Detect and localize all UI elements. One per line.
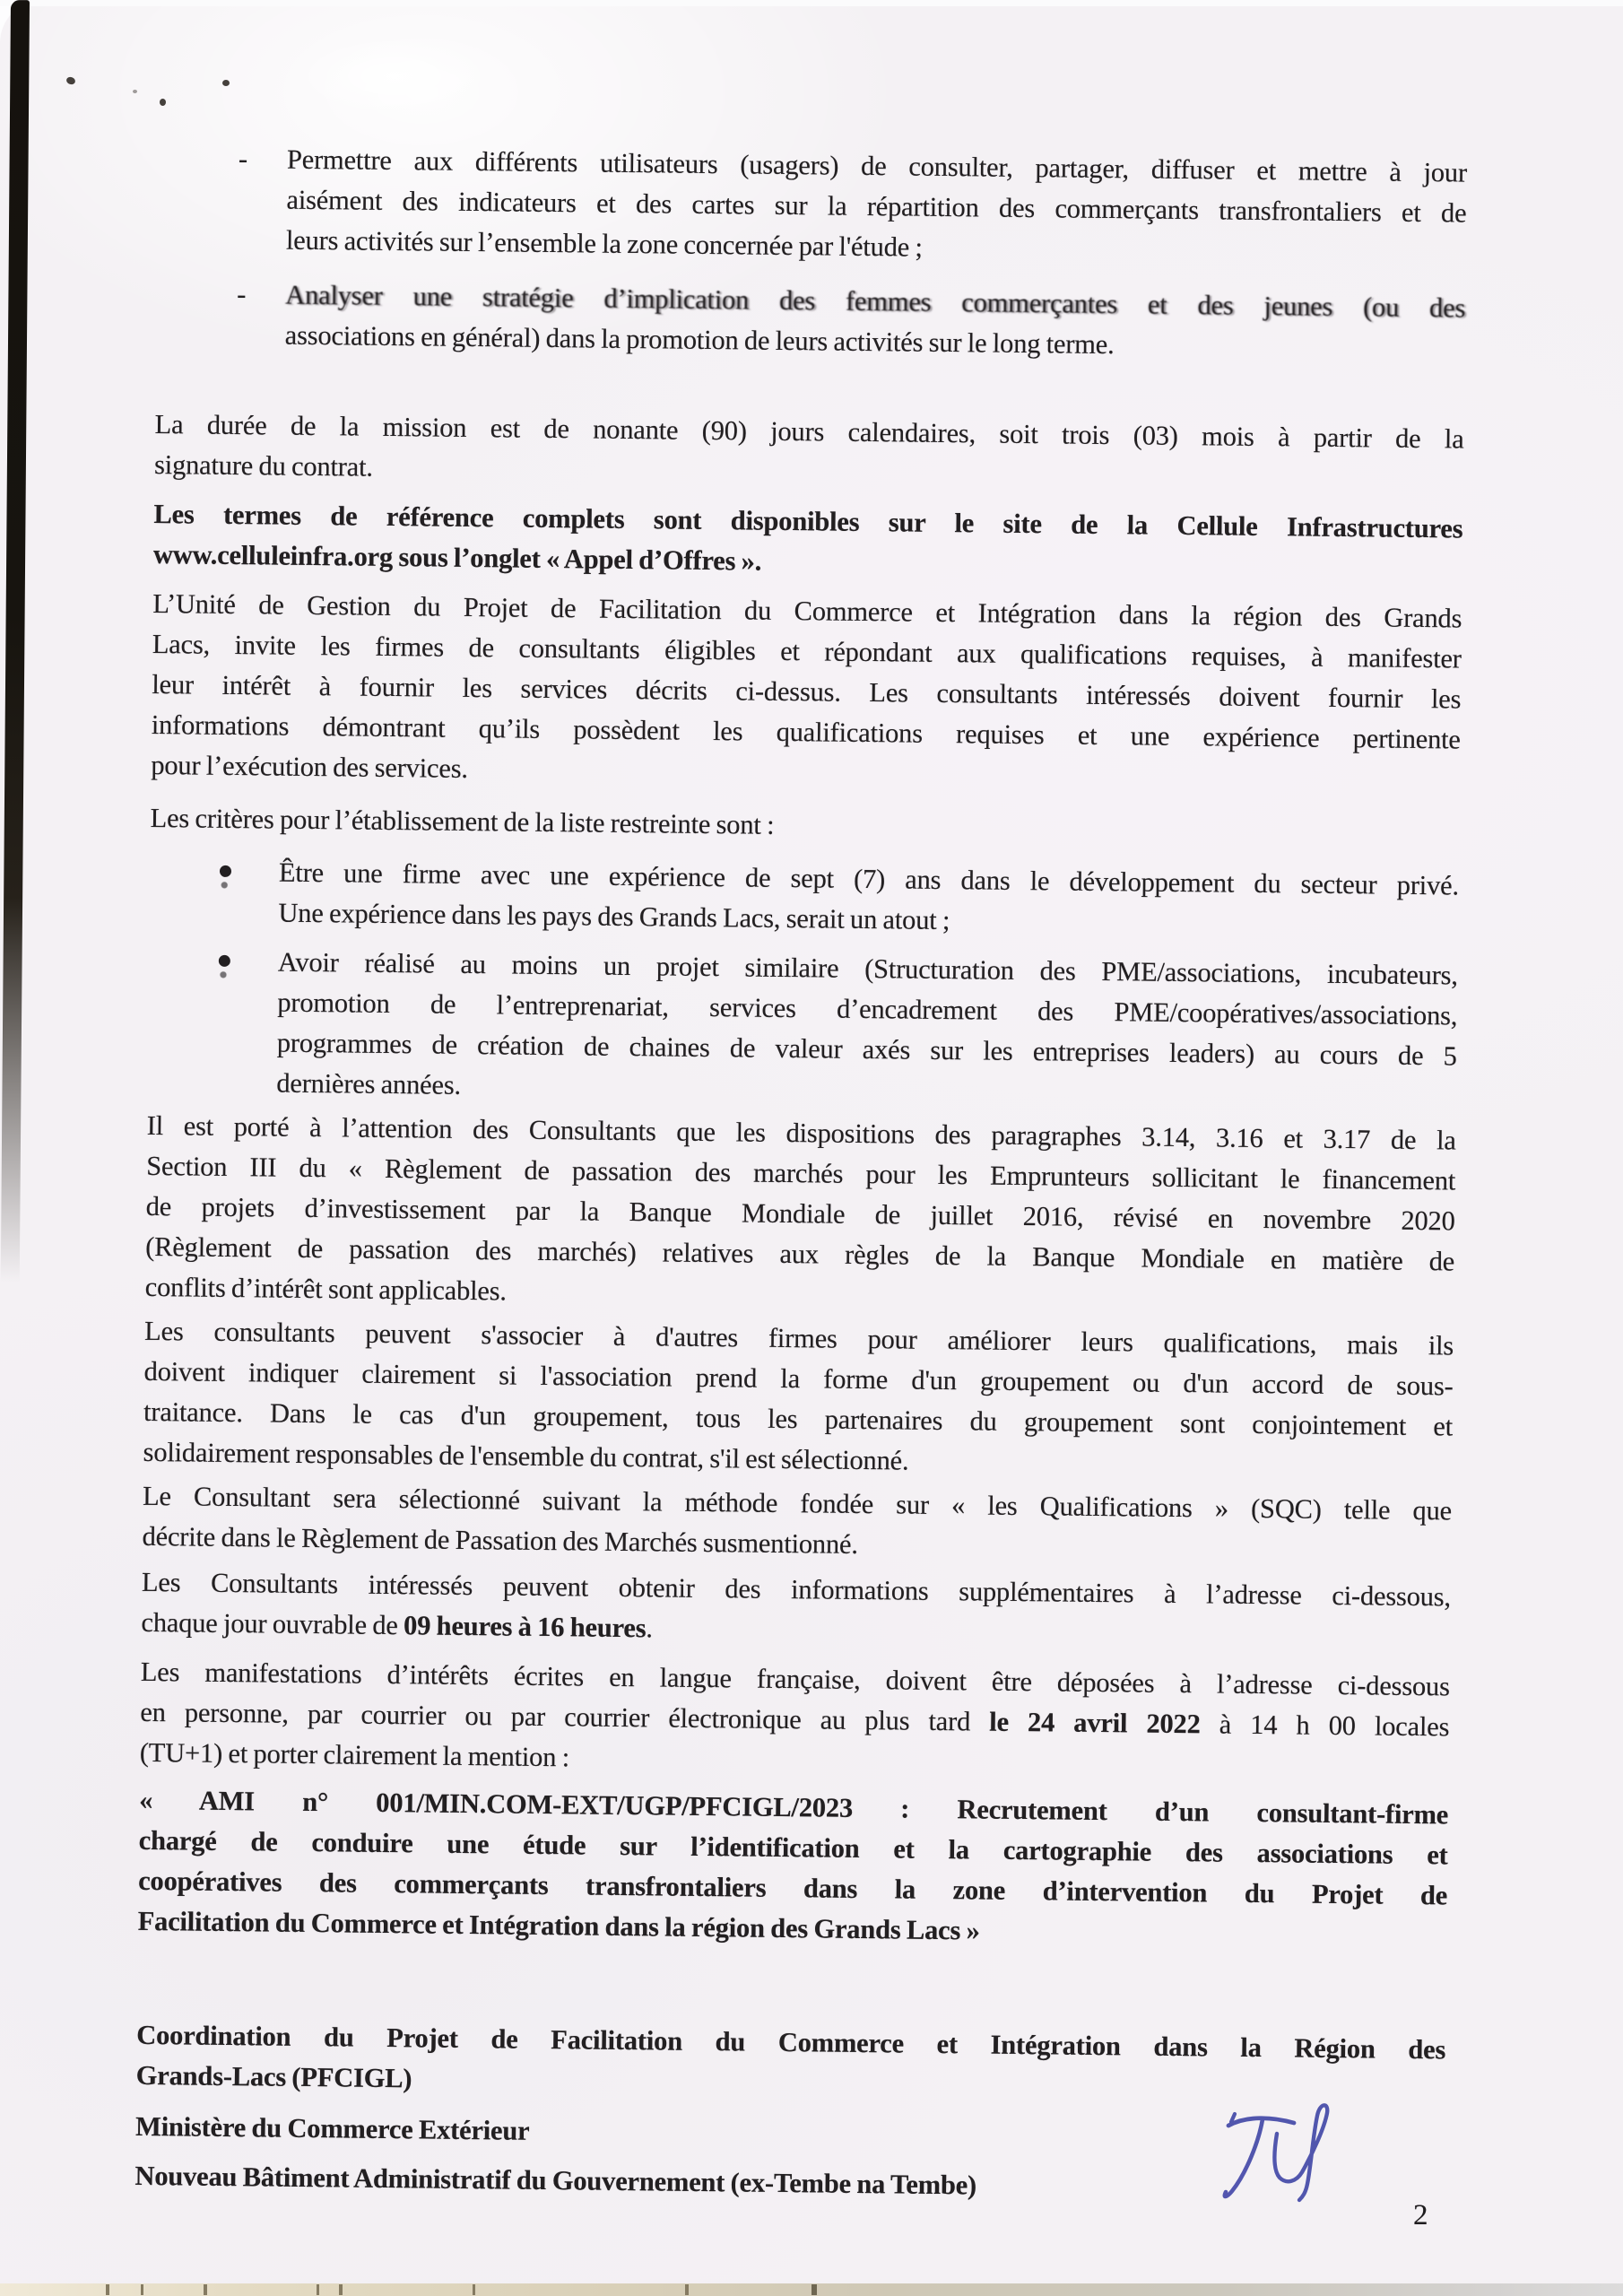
bullet-item (147, 941, 1458, 1118)
text-line: Ministère du Commerce Extérieur (135, 2110, 530, 2146)
text-line: Être une firme avec une expérience de sept (7) ans dans le développement du secteur privé. (278, 857, 1460, 901)
text-line: solidairement responsables de l'ensemble du contrat, s'il est sélectionné. (143, 1436, 909, 1476)
scan-edge-mark (106, 2284, 109, 2295)
text-line: leurs activités sur l’ensemble la zone concernée par l'étude ; (285, 224, 923, 263)
text-line: en personne, par courrier ou par courrier électronique au plus tard le 24 avril 2022 à 14 h 00 locales (140, 1696, 1450, 1743)
paragraph (154, 404, 1464, 500)
scan-edge-mark (473, 2284, 475, 2295)
dash-bullet-marker: - (237, 279, 247, 310)
dash-bullet-marker: - (238, 144, 248, 175)
scan-edge-mark (141, 2284, 143, 2295)
text-line: Section III du « Règlement de passation des marchés pour les Emprunteurs sollicitant le financement (146, 1150, 1456, 1196)
text-line: de projets d’investissement par la Banque Mondiale de juillet 2016, révisé en novembre 2020 (145, 1190, 1455, 1237)
text-line: doivent indiquer clairement si l'association prend la forme d'un groupement ou d'un accord de sous- (143, 1355, 1454, 1402)
text-line: Lacs, invite les firmes de consultants éligibles et répondant aux qualifications requises, à manifester (152, 628, 1462, 674)
text-line: Il est porté à l’attention des Consultants que les dispositions des paragraphes 3.14, 3.16 et 3.17 de la (146, 1109, 1456, 1156)
paragraph (150, 798, 1459, 854)
paragraph (137, 1780, 1448, 1957)
text-line: Une expérience dans les pays des Grands Lacs, serait un atout ; (278, 897, 950, 936)
text-line: Coordination du Projet de Facilitation du Commerce et Intégration dans la Région des (136, 2019, 1446, 2066)
document-body (135, 0, 1469, 2211)
text-line: (TU+1) et porter clairement la mention : (139, 1736, 570, 1773)
paragraph (144, 1106, 1455, 1323)
scan-edge-mark (317, 2284, 319, 2295)
text-line: Les consultants peuvent s'associer à d'autres firmes pour améliorer leurs qualifications, mais ils (143, 1315, 1454, 1361)
text-line: chargé de conduire une étude sur l’identification et la cartographie des associations et (138, 1824, 1448, 1871)
paragraph (143, 1311, 1454, 1488)
bullet-item (156, 274, 1466, 370)
scan-edge-mark (812, 2284, 817, 2295)
text-line: Les termes de référence complets sont disponibles sur le site de la Cellule Infrastructures (153, 498, 1463, 544)
signature-ink (1211, 2094, 1363, 2215)
text-line: L’Unité de Gestion du Projet de Facilitation du Commerce et Intégration dans la région des Grands (152, 587, 1462, 634)
text-line: www.celluleinfra.org sous l’onglet « Appel d’Offres ». (152, 538, 762, 577)
scan-edge-mark (204, 2284, 207, 2295)
text-line: Grands-Lacs (PFCIGL) (135, 2059, 412, 2094)
scan-edge-mark (339, 2284, 343, 2295)
text-line: signature du contrat. (153, 448, 373, 483)
text-line: chaque jour ouvrable de 09 heures à 16 heures. (141, 1606, 654, 1644)
text-line: programmes de création de chaines de valeur axés sur les entreprises leaders) au cours de 5 (276, 1027, 1457, 1072)
page-number: 2 (1413, 2199, 1428, 2231)
paragraph (142, 1476, 1452, 1572)
text-line: Permettre aux différents utilisateurs (usagers) de consulter, partager, diffuser et mettre à jour (286, 144, 1468, 188)
text-line: conflits d’intérêt sont applicables. (144, 1271, 508, 1307)
text-line: traitance. Dans le cas d'un groupement, tous les partenaires du groupement sont conjointement et (143, 1396, 1454, 1442)
ink-speck (133, 90, 137, 93)
text-line: décrite dans le Règlement de Passation des Marchés susmentionné. (142, 1520, 858, 1560)
text-line: Le Consultant sera sélectionné suivant la méthode fondée sur « les Qualifications » (SQC) telle que (142, 1480, 1453, 1526)
paragraph (140, 1652, 1450, 1788)
dot-bullet-marker: • (219, 955, 230, 967)
bullet-item (157, 138, 1467, 274)
text-line: Facilitation du Commerce et Intégration dans la région des Grands Lacs » (137, 1905, 980, 1946)
text-line: promotion de l’entreprenariat, services d’encadrement des PME/coopératives/associations, (277, 987, 1458, 1031)
scan-edge-mark (685, 2284, 689, 2295)
text-line: Avoir réalisé au moins un projet similaire (Structuration des PME/associations, incubateurs, (277, 946, 1458, 991)
text-line: leur intérêt à fournir les services décrits ci-dessus. Les consultants intéressés doivent fournir les (152, 668, 1462, 715)
dot-bullet-marker: • (220, 865, 231, 877)
text-line: « AMI n° 001/MIN.COM-EXT/UGP/PFCIGL/2023 : Recrutement d’un consultant-firme (139, 1784, 1449, 1831)
text-line: coopératives des commerçants transfrontaliers dans la zone d’intervention du Projet de (138, 1865, 1448, 1911)
text-line: informations démontrant qu’ils possèdent les qualifications requises et une expérience pertinente (151, 709, 1461, 755)
text-line: (Règlement de passation des marchés) relatives aux règles de la Banque Mondiale en matière de (145, 1231, 1455, 1277)
text-line: Analyser une stratégie d’implication des femmes commerçantes et des jeunes (ou des (285, 279, 1466, 324)
paragraph (141, 1562, 1451, 1658)
text-line: Nouveau Bâtiment Administratif du Gouvernement (ex-Tembe na Tembe) (135, 2160, 977, 2201)
paragraph (151, 584, 1462, 801)
bullet-item (149, 851, 1459, 947)
text-line: associations en général) dans la promotion de leurs activités sur le long terme. (284, 319, 1115, 361)
text-line: Les Consultants intéressés peuvent obtenir des informations supplémentaires à l’adresse ci-dessous, (141, 1566, 1452, 1613)
paragraph (153, 494, 1463, 590)
text-line: Les critères pour l’établissement de la liste restreinte sont : (150, 802, 775, 840)
text-line: Les manifestations d’intérêts écrites en langue française, doivent être déposées à l’adresse ci-dessous (140, 1656, 1450, 1702)
text-line: La durée de la mission est de nonante (90) jours calendaires, soit trois (03) mois à partir de la (154, 408, 1464, 455)
text-line: dernières années. (276, 1067, 462, 1100)
text-line: aisément des indicateurs et des cartes sur la répartition des commerçants transfrontaliers et de (286, 184, 1467, 229)
text-line: pour l’exécution des services. (151, 749, 468, 784)
